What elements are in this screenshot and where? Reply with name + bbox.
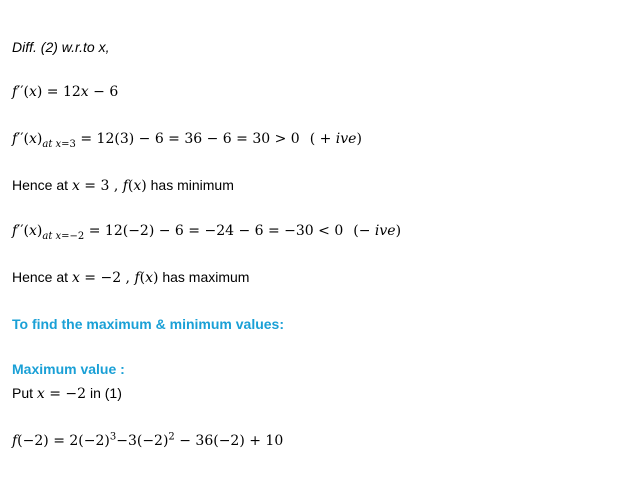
hence-min-math: 𝑥 = 3 , 𝑓(𝑥) (71, 178, 147, 194)
f2-atm2-rhs: = 12(−2) − 6 = −24 − 6 = −30 < 0 (84, 223, 344, 239)
second-derivative-at-minus2 (12, 222, 401, 240)
fm2-part-b: −3(−2) (116, 433, 169, 449)
maximum-value-heading (12, 360, 125, 378)
hence-max-math: 𝑥 = −2 , 𝑓(𝑥) (71, 270, 159, 286)
f2-atm2-tag: (− 𝑖𝑣𝑒) (353, 223, 402, 239)
hence-minimum (12, 176, 234, 195)
f2-atm2-lhs: 𝑓′′(𝑥) (12, 223, 43, 239)
f2-rhs: = 12𝑥 − 6 (42, 84, 119, 100)
put-text2: in (1) (86, 385, 122, 401)
hence-min-text1: Hence at (12, 177, 72, 193)
put-x-statement (12, 384, 122, 403)
f2-lhs: 𝑓′′(𝑥) (12, 84, 43, 100)
f2-at3-tag: ( + 𝑖𝑣𝑒) (309, 131, 362, 147)
f-at-minus2-eq (12, 432, 283, 450)
fm2-part-c: − 36(−2) + 10 (174, 433, 284, 449)
max-value-text: Maximum value : (12, 361, 125, 377)
put-text1: Put (12, 385, 37, 401)
hence-maximum (12, 268, 249, 287)
put-math: 𝑥 = −2 (36, 386, 87, 402)
hence-min-text2: has minimum (146, 177, 234, 193)
f2-at3-sub: 𝑎𝑡 𝑥=3 (42, 138, 76, 150)
hence-max-text1: Hence at (12, 269, 72, 285)
second-derivative-eq (12, 83, 118, 101)
to-find-text: To find the maximum & minimum values: (12, 316, 285, 332)
f2-at3-lhs: 𝑓′′(𝑥) (12, 131, 43, 147)
fm2-part-a: 𝑓(−2) = 2(−2) (12, 433, 110, 449)
hence-max-text2: has maximum (158, 269, 250, 285)
diff-text: Diff. (2) w.r.to x, (12, 39, 110, 55)
fm2-exp-2: 2 (168, 431, 175, 443)
second-derivative-at-3 (12, 130, 362, 148)
f2-at3-rhs: = 12(3) − 6 = 36 − 6 = 30 > 0 (75, 131, 300, 147)
fm2-exp-3: 3 (109, 431, 117, 443)
to-find-heading (12, 315, 284, 333)
diff-statement (12, 38, 110, 56)
f2-atm2-sub: 𝑎𝑡 𝑥=−2 (42, 230, 85, 242)
